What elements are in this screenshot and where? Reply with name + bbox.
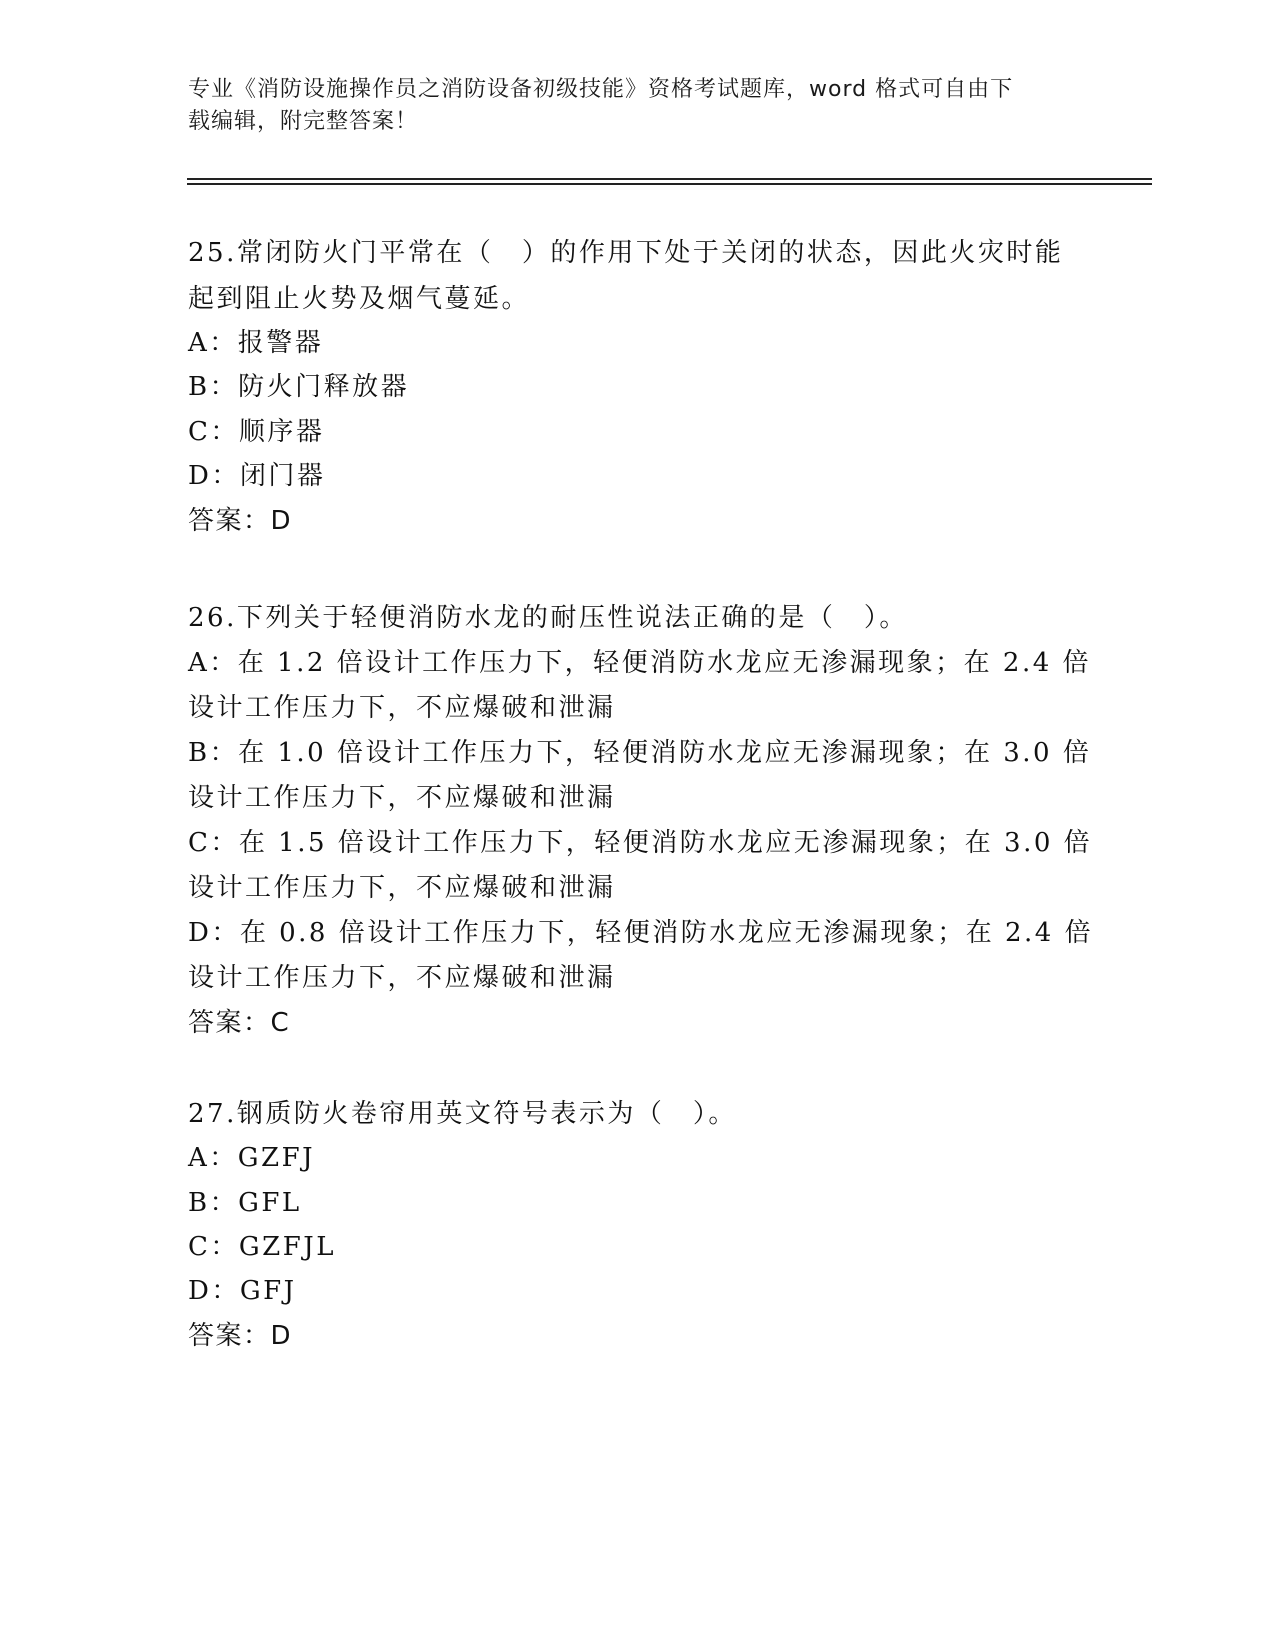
option-d-continued: 设计工作压力下，不应爆破和泄漏 — [188, 963, 616, 993]
question-stem-line: 25.常闭防火门平常在（ ）的作用下处于关闭的状态，因此火灾时能 — [188, 238, 1064, 268]
option-a: A：GZFJ — [188, 1143, 316, 1173]
option-b: B：在 1.0 倍设计工作压力下，轻便消防水龙应无渗漏现象；在 3.0 倍 — [188, 738, 1092, 768]
answer: 答案：D — [188, 1321, 293, 1351]
option-b: B：GFL — [188, 1188, 302, 1218]
option-c: C：在 1.5 倍设计工作压力下，轻便消防水龙应无渗漏现象；在 3.0 倍 — [188, 828, 1093, 858]
option-a-continued: 设计工作压力下，不应爆破和泄漏 — [188, 693, 616, 723]
question-stem-line: 26.下列关于轻便消防水龙的耐压性说法正确的是（ ）。 — [188, 603, 908, 633]
option-d: D：GFJ — [188, 1276, 297, 1306]
option-a: A：报警器 — [188, 328, 324, 358]
header-divider-bottom — [187, 183, 1152, 185]
header-line-2: 载编辑，附完整答案！ — [188, 109, 419, 134]
option-b-continued: 设计工作压力下，不应爆破和泄漏 — [188, 783, 616, 813]
option-b: B：防火门释放器 — [188, 372, 410, 402]
question-stem-line: 27.钢质防火卷帘用英文符号表示为（ ）。 — [188, 1099, 737, 1129]
option-c: C：顺序器 — [188, 417, 325, 447]
option-a: A：在 1.2 倍设计工作压力下，轻便消防水龙应无渗漏现象；在 2.4 倍 — [188, 648, 1092, 678]
page-header — [188, 74, 1068, 138]
answer: 答案：C — [188, 1008, 291, 1038]
option-d: D：在 0.8 倍设计工作压力下，轻便消防水龙应无渗漏现象；在 2.4 倍 — [188, 918, 1094, 948]
question-stem-line: 起到阻止火势及烟气蔓延。 — [188, 284, 531, 314]
header-line-1: 专业《消防设施操作员之消防设备初级技能》资格考试题库，word 格式可自由下 — [188, 77, 1014, 102]
header-divider-top — [187, 178, 1152, 180]
option-d: D：闭门器 — [188, 461, 326, 491]
answer: 答案：D — [188, 506, 293, 536]
option-c-continued: 设计工作压力下，不应爆破和泄漏 — [188, 873, 616, 903]
option-c: C：GZFJL — [188, 1232, 336, 1262]
